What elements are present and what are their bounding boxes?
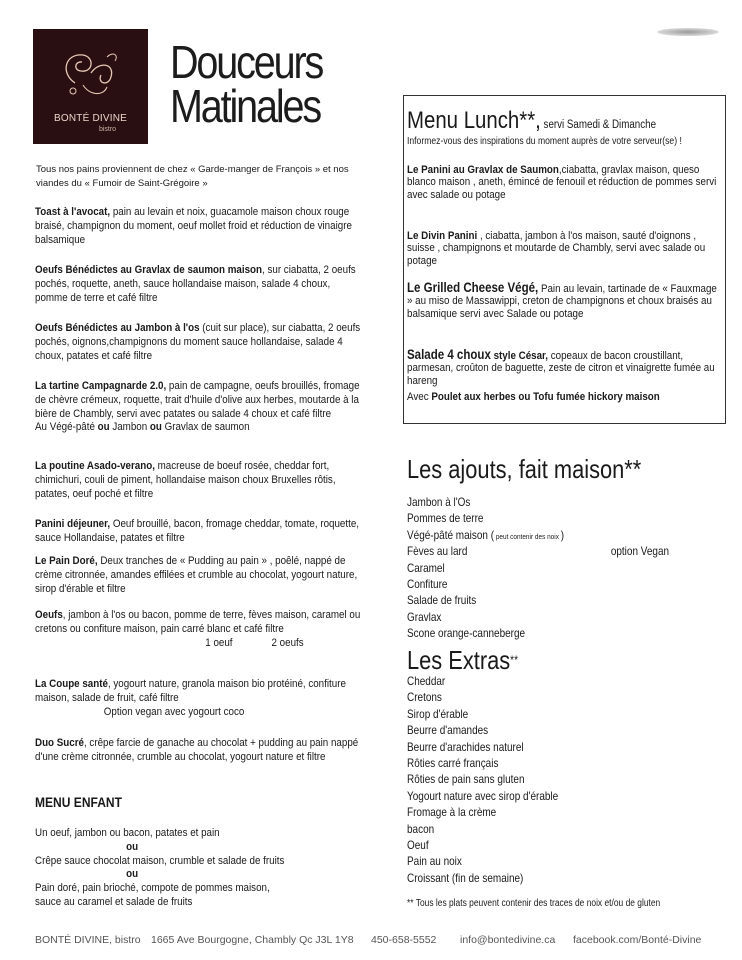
lunch-item-desc: , ciabatta, jambon à l'os maison, sauté d'oignons , suisse , champignons et moutarde de Chambly, servi avec salade ou potage <box>407 230 706 267</box>
list-item: Pommes de terre <box>407 512 484 526</box>
item-desc: , yogourt nature, granola maison bio protéiné, confiture maison, salade de fruit, café filtre <box>35 678 346 704</box>
with-label: Avec <box>407 391 432 404</box>
list-item: Confiture <box>407 577 448 591</box>
item-name: La poutine Asado-verano, <box>35 460 155 472</box>
item-name: Duo Sucré <box>35 737 84 749</box>
lunch-item <box>407 282 723 320</box>
lunch-title <box>407 108 656 138</box>
lunch-item <box>407 164 723 201</box>
item-desc: , jambon à l'os ou bacon, pomme de terre, fèves maison, caramel ou cretons ou confiture maison, pain carré blanc et café filtre <box>35 609 361 635</box>
item-name: Panini déjeuner, <box>35 518 111 530</box>
menu-item <box>35 678 362 719</box>
list-item: Beurre d'arachides naturel <box>407 740 524 754</box>
extras-list <box>407 674 558 887</box>
item-ou: ou <box>149 421 162 434</box>
lunch-item-desc: ,ciabatta, gravlax maison, queso blanco maison , aneth, émincé de fenouil et réduction de pommes servi avec salade ou potage <box>407 164 717 201</box>
kids-menu-title: MENU ENFANT <box>35 794 122 810</box>
kids-option: Crêpe sauce chocolat maison, crumble et salade de fruits <box>35 854 285 867</box>
list-item: bacon <box>407 822 435 836</box>
item-extra: Gravlax de saumon <box>161 421 250 434</box>
item-desc: pain de campagne, oeufs brouillés, fromage de chèvre crémeux, roquette, trait d'huile d'olive aux herbes, moutarde à la bière de Chambly, servi avec patates ou salade 4 choux et café filtre <box>35 380 360 420</box>
menu-item <box>35 322 362 363</box>
item-extra: Au Végé-pâté <box>35 421 98 434</box>
menu-item <box>35 264 362 305</box>
logo-sub: bistro <box>98 126 117 133</box>
item-name: Oeufs Bénédictes au Jambon à l'os <box>35 322 200 334</box>
list-item: Jambon à l'Os <box>407 496 471 509</box>
kids-ou: ou <box>126 840 139 853</box>
list-item: Cheddar <box>407 675 446 688</box>
price-option-2: 2 oeufs <box>271 636 304 649</box>
extras-stars: ** <box>510 653 519 667</box>
list-item: Pain au noix <box>407 855 462 869</box>
item-name: La Coupe santé <box>35 678 108 690</box>
lunch-item-name: Le Panini au Gravlax de Saumon <box>407 164 559 176</box>
menu-item <box>35 460 362 501</box>
lunch-item <box>407 230 723 267</box>
item-name: Oeufs Bénédictes au Gravlax de saumon maison <box>35 264 263 276</box>
swirl-icon <box>55 43 125 109</box>
lunch-item-desc: Pain au levain, tartinade de « Fauxmage » au miso de Massawippi, creton de champignons et choux braisés au balsamique servi avec Salade ou potage <box>407 283 717 320</box>
kids-menu <box>35 827 284 910</box>
item-desc: , sur ciabatta, 2 oeufs pochés, roquette, aneth, sauce hollandaise maison, salade 4 choux, pomme de terre et café filtre <box>35 264 356 304</box>
menu-item <box>35 206 362 247</box>
item-desc: , crêpe farcie de ganache au chocolat + pudding au pain nappé d'une crème citronnée, crumble au chocolat, yogourt nature et filtre <box>35 737 359 763</box>
list-item <box>407 544 670 560</box>
item-desc: (cuit sur place), sur ciabatta, 2 oeufs pochés, oignons,champignons du moment sauce hollandaise, salade 4 choux, patates et café filtre <box>35 322 361 362</box>
item-ou: ou <box>97 421 110 434</box>
lunch-item <box>407 349 723 404</box>
item-extra: Jambon <box>109 421 150 434</box>
item-label: Fèves au lard <box>407 545 468 559</box>
logo-name: BONTÉ DIVINE <box>54 113 127 124</box>
extras-title <box>407 646 518 674</box>
vegan-option: option Vegan <box>610 545 670 559</box>
item-name: Le Pain Doré, <box>35 555 98 567</box>
lunch-item-with <box>407 391 723 403</box>
list-item: Cretons <box>407 691 442 705</box>
footer-email[interactable]: info@bontedivine.ca <box>460 934 556 946</box>
decorative-shadow <box>657 28 719 36</box>
list-item: Yogourt nature avec sirop d'érable <box>407 789 559 803</box>
kids-option: Un oeuf, jambon ou bacon, patates et pain <box>35 827 220 839</box>
nuts-note: peut contenir des noix <box>494 531 561 541</box>
kids-option: Pain doré, pain brioché, compote de pommes maison, <box>35 882 270 895</box>
list-item <box>407 528 564 544</box>
kids-ou: ou <box>126 868 139 881</box>
menu-item <box>35 555 362 596</box>
menu-item <box>35 737 362 765</box>
with-options: Poulet aux herbes ou Tofu fumée hickory maison <box>431 391 660 404</box>
footer-phone: 450-658-5552 <box>371 934 437 946</box>
lunch-note: Informez-vous des inspirations du moment auprès de votre serveur(se) ! <box>407 136 682 147</box>
footer-name: BONTÉ DIVINE, bistro <box>35 934 141 946</box>
kids-option: sauce au caramel et salade de fruits <box>35 895 193 908</box>
menu-item <box>35 518 362 546</box>
list-item: Fromage à la crème <box>407 806 497 820</box>
list-item: Beurre d'amandes <box>407 724 489 738</box>
item-desc: pain au levain et noix, guacamole maison choux rouge braisé, champignon du moment, oeuf mollet froid et réduction de vinaigre balsamique <box>35 206 352 246</box>
title-line-2: Matinales <box>170 80 320 132</box>
list-item: Croissant (fin de semaine) <box>407 871 524 885</box>
menu-item <box>35 609 362 649</box>
page-title <box>170 36 323 132</box>
item-label: Végé-pâté maison ( <box>407 528 495 542</box>
lunch-item-name: Le Divin Panini <box>407 230 478 242</box>
price-option-1: 1 oeuf <box>205 636 233 649</box>
item-name: Toast à l'avocat, <box>35 206 111 218</box>
lunch-subtitle: servi Samedi & Dimanche <box>540 119 657 131</box>
ajouts-title: Les ajouts, fait maison** <box>407 454 642 484</box>
close-paren: ) <box>560 528 565 542</box>
footer-address: 1665 Ave Bourgogne, Chambly Qc J3L 1Y8 <box>151 934 354 946</box>
list-item: Rôties de pain sans gluten <box>407 773 525 787</box>
lunch-title-text: Menu Lunch**, <box>407 107 541 134</box>
list-item: Oeuf <box>407 838 429 852</box>
title-line-1: Douceurs <box>170 36 323 88</box>
lunch-item-name: Salade 4 choux <box>407 347 491 362</box>
ajouts-list <box>407 495 670 643</box>
lunch-item-desc: copeaux de bacon croustillant, parmesan, croûton de baguette, zeste de citron et vinaigrette fumée au hareng <box>407 350 715 387</box>
list-item: Gravlax <box>407 610 442 624</box>
vegan-option: Option vegan avec yogourt coco <box>103 705 245 718</box>
list-item: Sirop d'érable <box>407 707 469 721</box>
lunch-item-name: Le Grilled Cheese Végé, <box>407 280 539 295</box>
item-desc: Oeuf brouillé, bacon, fromage cheddar, tomate, roquette, sauce Hollandaise, patates et filtre <box>35 518 359 544</box>
item-desc: Deux tranches de « Pudding au pain » , poêlé, nappé de crème citronnée, amandes effilées et crumble au chocolat, yogourt nature, sirop d'érable et filtre <box>35 555 358 595</box>
item-name: La tartine Campagnarde 2.0, <box>35 380 167 392</box>
footer-facebook[interactable]: facebook.com/Bonté-Divine <box>573 934 702 946</box>
list-item: Salade de fruits <box>407 594 477 608</box>
lunch-item-style: style César, <box>490 350 549 362</box>
item-desc: macreuse de boeuf rosée, cheddar fort, chimichuri, couli de piment, hollandaise maison choux Bruxelles rôtis, patates, oeuf poché et filtre <box>35 460 336 500</box>
allergen-footnote: ** Tous les plats peuvent contenir des traces de noix et/ou de gluten <box>407 898 661 909</box>
menu-item <box>35 380 362 435</box>
list-item: Caramel <box>407 561 445 575</box>
list-item: Rôties carré français <box>407 756 499 770</box>
intro-text: Tous nos pains proviennent de chez « Garde-manger de François » et nos viandes du « Fumoir de Saint-Grégoire » <box>36 164 349 189</box>
extras-title-text: Les Extras <box>407 645 511 675</box>
list-item: Scone orange-canneberge <box>407 627 526 641</box>
bistro-logo <box>33 29 148 144</box>
item-name: Oeufs <box>35 609 63 621</box>
